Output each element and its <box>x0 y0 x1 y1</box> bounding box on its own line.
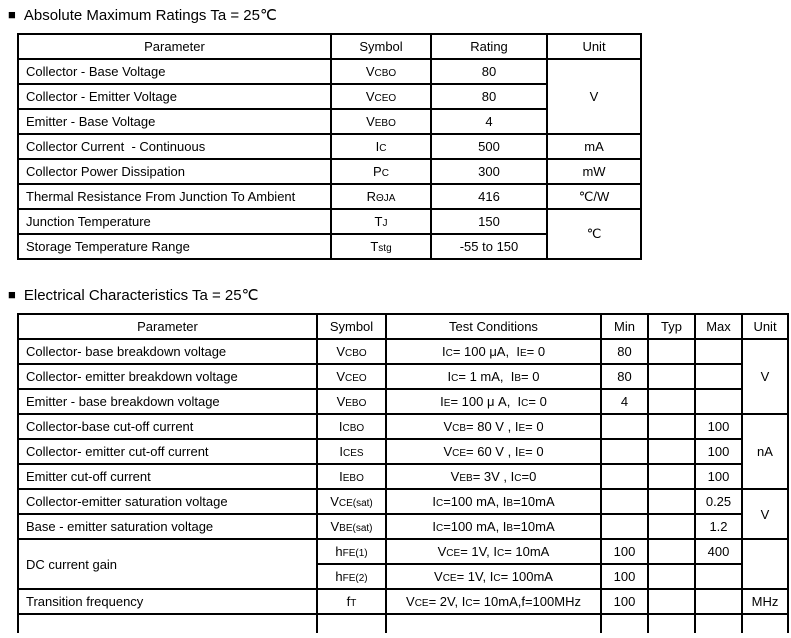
table-row <box>18 364 788 389</box>
subscript: C <box>493 573 501 584</box>
subscript: CBO <box>374 68 397 79</box>
table-cell: Collector-emitter saturation voltage <box>18 489 317 514</box>
subscript: CBO <box>342 423 365 434</box>
table-cell <box>18 614 317 633</box>
table-cell: VEBO <box>331 109 431 134</box>
column-header-unit: Unit <box>547 34 641 59</box>
table-cell: Emitter cut-off current <box>18 464 317 489</box>
table-cell <box>601 464 648 489</box>
subscript: CE <box>452 448 467 459</box>
table-cell: VEBO <box>317 389 386 414</box>
table-row <box>18 134 641 159</box>
subscript: T <box>350 598 357 609</box>
table-cell: 4 <box>601 389 648 414</box>
table-cell: Collector Current - Continuous <box>18 134 331 159</box>
table-cell: VEB= 3V , IC=0 <box>386 464 601 489</box>
table-row <box>18 414 788 439</box>
table-cell: Emitter - Base Voltage <box>18 109 331 134</box>
column-header-symbol: Symbol <box>317 314 386 339</box>
column-header-parameter: Parameter <box>18 314 317 339</box>
section-marker-icon: ■ <box>8 287 16 302</box>
subscript: C <box>435 523 444 534</box>
table-cell <box>742 614 788 633</box>
table-cell <box>648 439 695 464</box>
table-cell: 100 <box>601 564 648 589</box>
column-header-parameter: Parameter <box>18 34 331 59</box>
table-cell: Collector- base breakdown voltage <box>18 339 317 364</box>
table-cell <box>648 414 695 439</box>
table-cell: RΘJA <box>331 184 431 209</box>
table-cell: mW <box>547 159 641 184</box>
table-cell: 100 <box>601 539 648 564</box>
table-cell: ICBO <box>317 414 386 439</box>
table-cell: IC=100 mA, IB=10mA <box>386 514 601 539</box>
table-cell <box>695 339 742 364</box>
table-cell <box>601 439 648 464</box>
table-cell: Tstg <box>331 234 431 259</box>
table-cell: V <box>742 489 788 539</box>
table-row <box>18 489 788 514</box>
table-cell <box>695 614 742 633</box>
table-cell: ICES <box>317 439 386 464</box>
table-cell: VCEO <box>317 364 386 389</box>
table-cell: PC <box>331 159 431 184</box>
column-header-min: Min <box>601 314 648 339</box>
subscript: CB <box>452 423 467 434</box>
table-cell <box>648 464 695 489</box>
table-cell: hFE(2) <box>317 564 386 589</box>
subscript: B <box>506 498 514 509</box>
absolute-maximum-ratings-table <box>17 33 642 260</box>
table-cell: TJ <box>331 209 431 234</box>
table-cell: Storage Temperature Range <box>18 234 331 259</box>
table-cell: IC <box>331 134 431 159</box>
table-row <box>18 59 641 84</box>
table-cell <box>648 514 695 539</box>
table-cell <box>601 514 648 539</box>
table-cell <box>601 414 648 439</box>
subscript: C <box>465 598 473 609</box>
table-cell <box>695 589 742 614</box>
subscript: C <box>451 373 459 384</box>
table-cell: Transition frequency <box>18 589 317 614</box>
table-cell <box>648 614 695 633</box>
table-row <box>18 539 788 564</box>
table-cell: IEBO <box>317 464 386 489</box>
table-cell: 100 <box>695 439 742 464</box>
table-cell <box>695 364 742 389</box>
table-cell: Thermal Resistance From Junction To Ambient <box>18 184 331 209</box>
table-row <box>18 339 788 364</box>
table-cell: Collector - Emitter Voltage <box>18 84 331 109</box>
table-cell: IE= 100 μ A, IC= 0 <box>386 389 601 414</box>
table-cell: VCBO <box>331 59 431 84</box>
table-cell: V <box>742 339 788 414</box>
subscript: EBO <box>342 473 364 484</box>
table-cell: DC current gain <box>18 539 317 589</box>
table-cell <box>648 564 695 589</box>
table-cell: fT <box>317 589 386 614</box>
subscript: CE(sat) <box>338 498 373 509</box>
table-cell: 400 <box>695 539 742 564</box>
table-row <box>18 589 788 614</box>
table-row <box>18 389 788 414</box>
table-row <box>18 159 641 184</box>
subscript: CES <box>343 448 364 459</box>
table-row <box>18 209 641 234</box>
table-cell: Collector- emitter cut-off current <box>18 439 317 464</box>
table-cell: VCB= 80 V , IE= 0 <box>386 414 601 439</box>
subscript: B <box>506 523 514 534</box>
subscript: E <box>518 448 526 459</box>
subscript: CE <box>414 598 429 609</box>
table-cell: Collector- emitter breakdown voltage <box>18 364 317 389</box>
subscript: E <box>519 348 527 359</box>
table-cell: Collector Power Dissipation <box>18 159 331 184</box>
table-row <box>18 514 788 539</box>
subscript: C <box>445 348 453 359</box>
table-cell <box>648 389 695 414</box>
table-cell: 500 <box>431 134 547 159</box>
table-cell: ℃ <box>547 209 641 259</box>
table-cell: 80 <box>601 339 648 364</box>
subscript: C <box>521 398 529 409</box>
table-cell: 1.2 <box>695 514 742 539</box>
table-cell <box>601 489 648 514</box>
table-cell: ℃/W <box>547 184 641 209</box>
table-cell: 0.25 <box>695 489 742 514</box>
table-cell: IC= 1 mA, IB= 0 <box>386 364 601 389</box>
column-header-rating: Rating <box>431 34 547 59</box>
electrical-characteristics-table <box>17 313 789 633</box>
subscript: FE(2) <box>342 573 368 584</box>
table-row <box>18 464 788 489</box>
table-cell <box>695 389 742 414</box>
column-header-typ: Typ <box>648 314 695 339</box>
subscript: J <box>382 218 388 229</box>
subscript: CBO <box>345 348 367 359</box>
table-cell: 80 <box>431 59 547 84</box>
section-title-electrical-characteristics <box>8 286 791 306</box>
section-marker-icon: ■ <box>8 7 16 22</box>
table-row <box>18 439 788 464</box>
table-cell <box>648 589 695 614</box>
table-cell: VBE(sat) <box>317 514 386 539</box>
table-cell <box>695 564 742 589</box>
table-cell: Emitter - base breakdown voltage <box>18 389 317 414</box>
section-title-absolute-maximum-ratings <box>8 6 791 26</box>
table-cell <box>648 364 695 389</box>
subscript: B <box>514 373 522 384</box>
subscript: E <box>443 398 451 409</box>
table-cell: VCE= 60 V , IE= 0 <box>386 439 601 464</box>
column-header-symbol: Symbol <box>331 34 431 59</box>
table-cell: 80 <box>431 84 547 109</box>
subscript: C <box>435 498 444 509</box>
table-cell: 416 <box>431 184 547 209</box>
table-cell: Junction Temperature <box>18 209 331 234</box>
table-cell: hFE(1) <box>317 539 386 564</box>
table-cell: 100 <box>695 414 742 439</box>
table-cell <box>386 614 601 633</box>
table-cell <box>648 489 695 514</box>
header-row <box>18 314 788 339</box>
subscript: FE(1) <box>342 548 368 559</box>
table-cell: 100 <box>695 464 742 489</box>
table-cell: 150 <box>431 209 547 234</box>
column-header-max: Max <box>695 314 742 339</box>
subscript: EB <box>459 473 473 484</box>
table-cell: VCE= 1V, IC= 100mA <box>386 564 601 589</box>
table-cell: 80 <box>601 364 648 389</box>
subscript: EBO <box>374 118 396 129</box>
table-cell <box>601 614 648 633</box>
section-title-text: Absolute Maximum Ratings Ta = 25℃ <box>23 7 277 24</box>
table-cell: IC=100 mA, IB=10mA <box>386 489 601 514</box>
clipped-row <box>18 614 788 633</box>
table-cell <box>317 614 386 633</box>
subscript: CE <box>442 573 457 584</box>
table-cell: VCEO <box>331 84 431 109</box>
subscript: CEO <box>345 373 367 384</box>
table-cell: nA <box>742 414 788 489</box>
subscript: EBO <box>345 398 367 409</box>
table-cell: VCE(sat) <box>317 489 386 514</box>
column-header-test-conditions: Test Conditions <box>386 314 601 339</box>
subscript: BE(sat) <box>339 523 373 534</box>
subscript: C <box>514 473 522 484</box>
column-header-unit: Unit <box>742 314 788 339</box>
section-title-text: Electrical Characteristics Ta = 25℃ <box>23 287 259 304</box>
table-cell <box>742 539 788 589</box>
table-cell: VCBO <box>317 339 386 364</box>
table-cell <box>648 339 695 364</box>
table-cell: 4 <box>431 109 547 134</box>
table-cell: IC= 100 μA, IE= 0 <box>386 339 601 364</box>
table-cell: VCE= 2V, IC= 10mA,f=100MHz <box>386 589 601 614</box>
subscript: C <box>496 548 505 559</box>
subscript: E <box>518 423 526 434</box>
datasheet-page <box>0 6 791 638</box>
table-cell <box>648 539 695 564</box>
table-row <box>18 184 641 209</box>
table-cell: Collector - Base Voltage <box>18 59 331 84</box>
table-cell: VCE= 1V, IC= 10mA <box>386 539 601 564</box>
table-cell: Collector-base cut-off current <box>18 414 317 439</box>
subscript: C <box>379 143 387 154</box>
subscript: ΘJA <box>375 193 396 204</box>
subscript: stg <box>378 243 392 254</box>
subscript: CE <box>446 548 461 559</box>
table-cell: -55 to 150 <box>431 234 547 259</box>
table-cell: 100 <box>601 589 648 614</box>
table-cell: V <box>547 59 641 134</box>
table-cell: MHz <box>742 589 788 614</box>
subscript: CEO <box>374 93 397 104</box>
table-cell: 300 <box>431 159 547 184</box>
subscript: C <box>381 168 389 179</box>
table-cell: Base - emitter saturation voltage <box>18 514 317 539</box>
table-cell: mA <box>547 134 641 159</box>
header-row <box>18 34 641 59</box>
